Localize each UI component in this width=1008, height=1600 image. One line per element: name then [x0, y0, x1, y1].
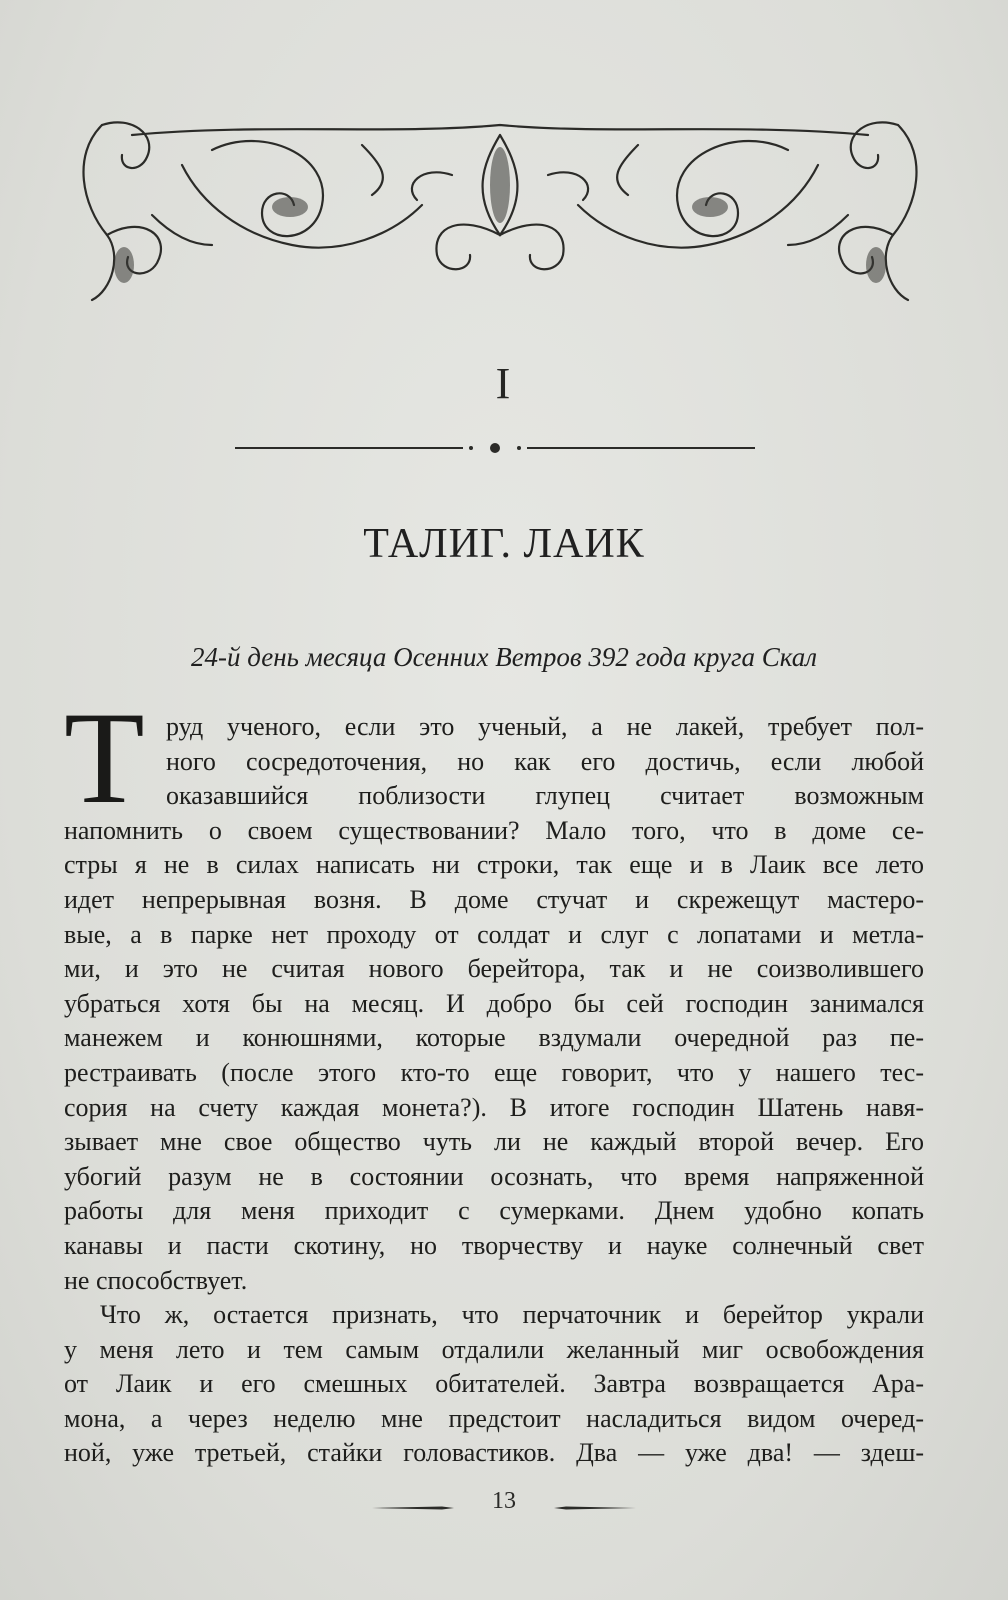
text-line: убраться хотя бы на месяц. И добро бы сей господин занимался — [64, 988, 924, 1018]
text-line: от Лаик и его смешных обитателей. Завтра возвращается Ара- — [64, 1369, 924, 1399]
text-line: не способствует. — [64, 1265, 248, 1295]
text-line: убогий разум не в состоянии осознать, что время напряженной — [64, 1161, 924, 1191]
divider-icon — [235, 440, 755, 456]
text-line: оказавшийся поблизости глупец считает возможным — [166, 781, 924, 811]
text-line: у меня лето и тем самым отдалили желанный миг освобождения — [64, 1334, 924, 1364]
text-line: сория на счету каждая монета?). В итоге господин Шатень навя- — [64, 1092, 924, 1122]
text-line: напомнить о своем существовании? Мало того, что в доме се- — [64, 815, 924, 845]
text-line: ной, уже третьей, стайки головастиков. Два — уже два! — здеш- — [64, 1438, 924, 1468]
text-line: ми, и это не считая нового берейтора, так и не соизволившего — [64, 954, 924, 984]
text-line: ного сосредоточения, но как его достичь, если любой — [166, 746, 924, 776]
text-line: работы для меня приходит с сумерками. Днем удобно копать — [64, 1196, 924, 1226]
text-line: идет непрерывная возня. В доме стучат и скрежещут мастеро- — [64, 884, 924, 914]
chapter-title: ТАЛИГ. ЛАИК — [363, 521, 645, 567]
text-line: рестраивать (после этого кто-то еще говорит, что у нашего тес- — [64, 1057, 924, 1087]
text-line: зывает мне свое общество чуть ли не каждый второй вечер. Его — [64, 1127, 924, 1157]
text-line: стры я не в силах написать ни строки, так еще и в Лаик все лето — [64, 850, 924, 880]
header-ornament-icon — [62, 95, 938, 310]
drop-cap: Т — [64, 684, 145, 831]
text-line: Что ж, остается признать, что перчаточник и берейтор украли — [100, 1300, 924, 1330]
chapter-date-line: 24-й день месяца Осенних Ветров 392 года круга Скал — [191, 642, 817, 672]
text-line: мона, а через неделю мне предстоит насладиться видом очеред- — [64, 1403, 924, 1433]
text-line: канавы и пасти скотину, но творчеству и науке солнечный свет — [64, 1230, 924, 1260]
text-line: манежем и конюшнями, которые вздумали очередной раз пе- — [64, 1023, 924, 1053]
chapter-number: I — [495, 359, 513, 408]
page-number: 13 — [492, 1488, 516, 1514]
body-text — [64, 710, 924, 1471]
text-line: руд ученого, если это ученый, а не лакей, требует пол- — [166, 712, 924, 741]
text-line: вые, а в парке нет проходу от солдат и слуг с лопатами и метла- — [64, 919, 924, 949]
